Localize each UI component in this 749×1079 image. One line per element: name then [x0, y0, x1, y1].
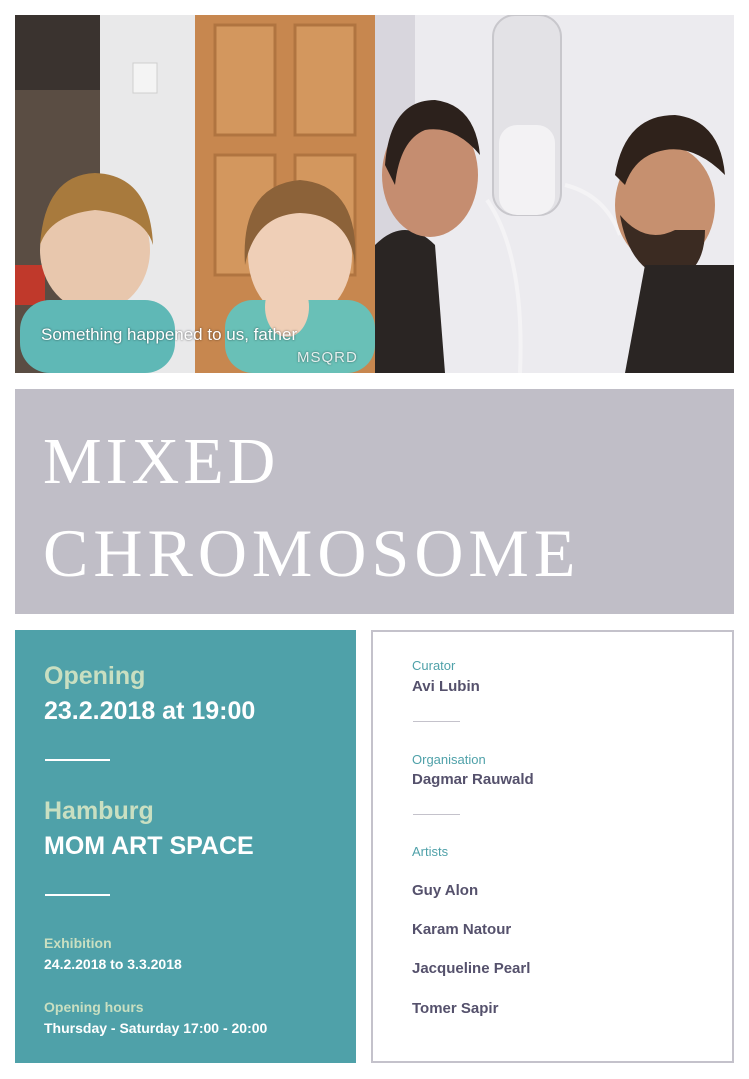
- divider: [413, 814, 460, 815]
- video-still-children: [15, 15, 375, 373]
- exhibition-title-line-1: MIXED: [43, 425, 280, 498]
- opening-date: 23.2.2018 at 19:00: [44, 697, 256, 725]
- header-photos: [15, 15, 734, 373]
- opening-hours-label: Opening hours: [44, 999, 144, 1015]
- exhibition-label: Exhibition: [44, 935, 112, 951]
- organisation-name: Dagmar Rauwald: [412, 771, 534, 788]
- photo-two-men-bottle: [375, 15, 734, 373]
- artist-name: Guy Alon: [412, 882, 479, 899]
- watermark-logo: MSQRD: [297, 349, 358, 366]
- artist-name: Jacqueline Pearl: [412, 960, 531, 977]
- divider: [413, 721, 460, 722]
- organisation-label: Organisation: [412, 752, 486, 767]
- artist-name: Tomer Sapir: [412, 1000, 499, 1017]
- curator-name: Avi Lubin: [412, 678, 480, 695]
- curator-label: Curator: [412, 658, 456, 673]
- event-info-panel: [15, 630, 356, 1063]
- credits-panel: [371, 630, 734, 1063]
- exhibition-title-line-2: CHROMOSOME: [43, 515, 581, 591]
- divider: [45, 759, 110, 761]
- artist-name: Karam Natour: [412, 921, 512, 938]
- video-subtitle: Something happened to us, father: [41, 325, 298, 344]
- opening-hours-value: Thursday - Saturday 17:00 - 20:00: [44, 1020, 268, 1036]
- title-band: [15, 389, 734, 614]
- city-label: Hamburg: [44, 797, 154, 825]
- exhibition-dates: 24.2.2018 to 3.3.2018: [44, 956, 182, 972]
- opening-label: Opening: [44, 662, 146, 690]
- venue-name: MOM ART SPACE: [44, 832, 254, 860]
- divider: [45, 894, 110, 896]
- artists-label: Artists: [412, 844, 449, 859]
